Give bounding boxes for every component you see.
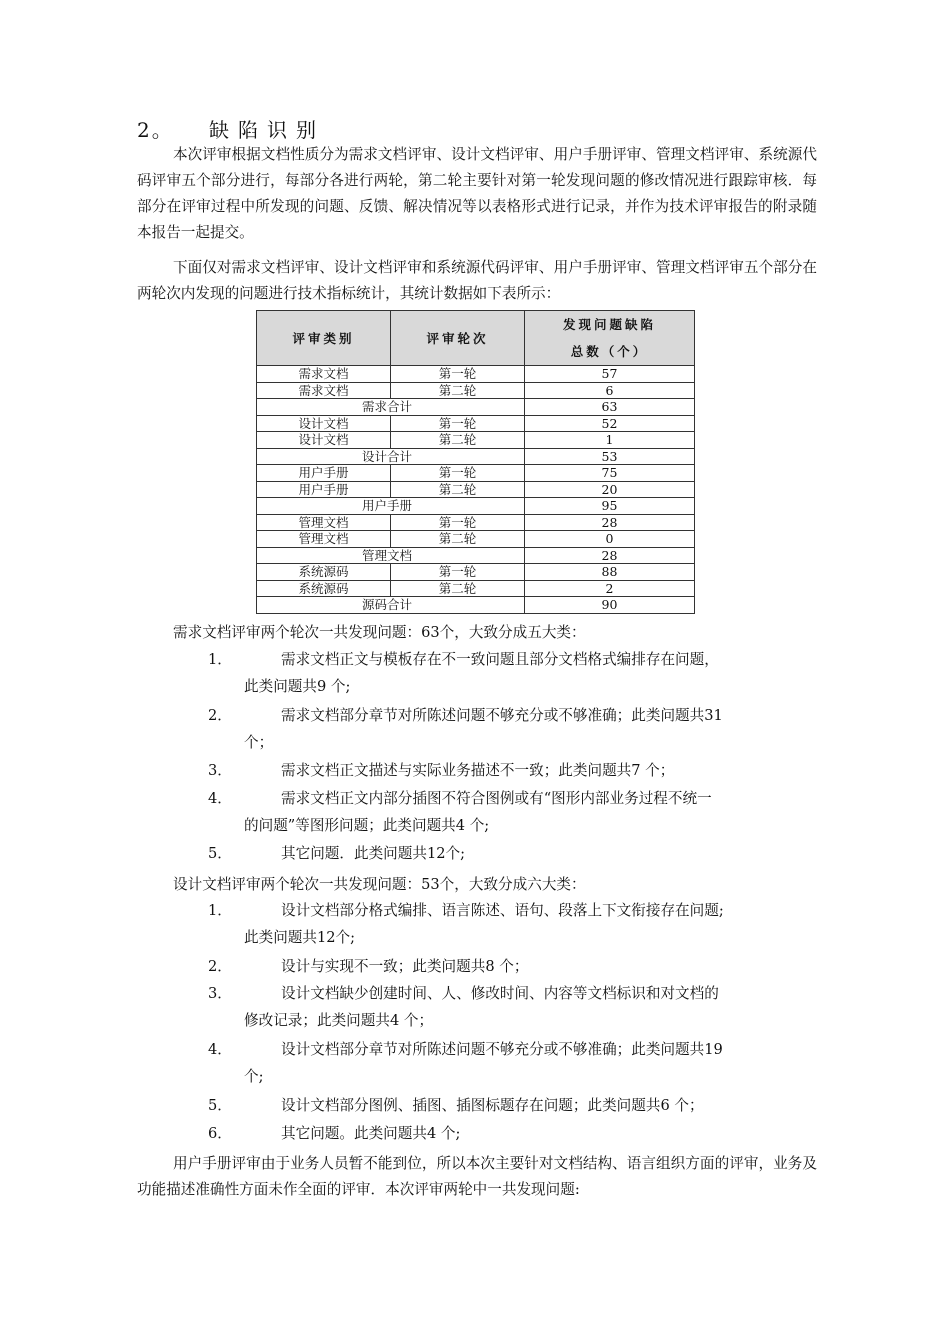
header-count-line1: 发现问题缺陷 xyxy=(562,317,656,332)
cell-category: 需求文档 xyxy=(257,366,391,383)
cell-count: 88 xyxy=(525,564,695,581)
subtotal-label: 需求合计 xyxy=(257,399,525,416)
design-summary: 设计文档评审两个轮次一共发现问题：53个，大致分成六大类： xyxy=(173,876,586,893)
table-row xyxy=(257,415,695,432)
header-count xyxy=(525,311,695,366)
cell-count: 28 xyxy=(525,514,695,531)
cell-count: 63 xyxy=(525,399,695,416)
table-row xyxy=(257,531,695,548)
table-header-row xyxy=(257,311,695,366)
table-row xyxy=(257,580,695,597)
cell-category: 用户手册 xyxy=(257,465,391,482)
cell-round: 第二轮 xyxy=(391,382,525,399)
defect-statistics-table xyxy=(256,310,695,614)
list-item xyxy=(208,646,818,700)
table-row xyxy=(257,448,695,465)
cell-count: 0 xyxy=(525,531,695,548)
list-item-text-continued: 此类问题共12个; xyxy=(244,929,356,946)
list-item xyxy=(208,785,818,839)
intro-paragraph: 本次评审根据文档性质分为需求文档评审、设计文档评审、用户手册评审、管理文档评审、系统源代码评审五个部分进行，每部分各进行两轮，第二轮主要针对第一轮发现问题的修改情况进行跟踪审核．每部分在评审过程中所发现的问题、反馈、解决情况等以表格形式进行记录，并作为技术评审报告的附录随本报告一起提交。 xyxy=(137,146,817,241)
list-item xyxy=(208,1120,818,1147)
section-heading xyxy=(137,114,325,143)
cell-count: 20 xyxy=(525,481,695,498)
cell-category: 用户手册 xyxy=(257,481,391,498)
subtotal-label: 管理文档 xyxy=(257,547,525,564)
subtotal-label: 用户手册 xyxy=(257,498,525,515)
table-row xyxy=(257,514,695,531)
cell-count: 28 xyxy=(525,547,695,564)
cell-category: 设计文档 xyxy=(257,432,391,449)
cell-count: 2 xyxy=(525,580,695,597)
list-item-number: 4． xyxy=(208,1041,232,1058)
list-item-number: 3． xyxy=(208,762,232,779)
cell-count: 95 xyxy=(525,498,695,515)
cell-round: 第一轮 xyxy=(391,366,525,383)
cell-round: 第二轮 xyxy=(391,580,525,597)
list-item-text-continued: 个； xyxy=(244,734,274,751)
list-item xyxy=(208,1036,818,1090)
list-item-text: 设计文档缺少创建时间、人、修改时间、内容等文档标识和对文档的 xyxy=(281,985,719,1002)
list-item-text: 需求文档正文与模板存在不一致问题且部分文档格式编排存在问题， xyxy=(281,651,719,668)
cell-round: 第二轮 xyxy=(391,432,525,449)
table-row xyxy=(257,366,695,383)
list-item-text: 需求文档正文内部分插图不符合图例或有“图形内部业务过程不统一 xyxy=(281,790,712,807)
list-item xyxy=(208,702,818,756)
cell-count: 57 xyxy=(525,366,695,383)
section-number: 2。 xyxy=(137,118,174,142)
list-item-number: 5． xyxy=(208,1097,232,1114)
table-row xyxy=(257,432,695,449)
list-item-text: 其它问题。此类问题共4 个; xyxy=(281,1125,461,1142)
list-item-text: 需求文档部分章节对所陈述问题不够充分或不够准确；此类问题共31 xyxy=(281,707,723,724)
header-count-line2: 总数（个） xyxy=(570,344,649,359)
cell-round: 第一轮 xyxy=(391,465,525,482)
table-row xyxy=(257,465,695,482)
cell-count: 52 xyxy=(525,415,695,432)
subtotal-label: 源码合计 xyxy=(257,597,525,614)
list-item-text-continued: 此类问题共9 个; xyxy=(244,678,351,695)
list-item-number: 6． xyxy=(208,1125,232,1142)
list-item-number: 5． xyxy=(208,845,232,862)
list-item-number: 2． xyxy=(208,707,232,724)
list-item-text: 设计与实现不一致；此类问题共8 个； xyxy=(281,958,529,975)
table-row xyxy=(257,597,695,614)
cell-round: 第二轮 xyxy=(391,531,525,548)
table-row xyxy=(257,564,695,581)
list-item xyxy=(208,980,818,1034)
cell-category: 系统源码 xyxy=(257,580,391,597)
list-item xyxy=(208,757,818,784)
list-item-text-continued: 个; xyxy=(244,1068,264,1085)
list-item-text: 设计文档部分格式编排、语言陈述、语句、段落上下文衔接存在问题; xyxy=(281,902,724,919)
cell-category: 管理文档 xyxy=(257,531,391,548)
list-item-text: 需求文档正文描述与实际业务描述不一致；此类问题共7 个； xyxy=(281,762,675,779)
list-item xyxy=(208,1092,818,1119)
stats-paragraph: 下面仅对需求文档评审、设计文档评审和系统源代码评审、用户手册评审、管理文档评审五个部分在两轮次内发现的问题进行技术指标统计，其统计数据如下表所示： xyxy=(137,259,817,302)
list-item xyxy=(208,840,818,867)
cell-count: 1 xyxy=(525,432,695,449)
table-row xyxy=(257,547,695,564)
cell-count: 90 xyxy=(525,597,695,614)
cell-count: 53 xyxy=(525,448,695,465)
list-item-number: 2． xyxy=(208,958,232,975)
cell-category: 系统源码 xyxy=(257,564,391,581)
list-item xyxy=(208,897,818,951)
table-row xyxy=(257,382,695,399)
manual-paragraph: 用户手册评审由于业务人员暂不能到位，所以本次主要针对文档结构、语言组织方面的评审，业务及功能描述准确性方面未作全面的评审．本次评审两轮中一共发现问题: xyxy=(137,1155,817,1198)
list-item-number: 3． xyxy=(208,985,232,1002)
list-item-number: 4． xyxy=(208,790,232,807)
cell-round: 第一轮 xyxy=(391,415,525,432)
list-item-number: 1． xyxy=(208,902,232,919)
list-item-text: 其它问题．此类问题共12个; xyxy=(281,845,466,862)
req-summary: 需求文档评审两个轮次一共发现问题：63个，大致分成五大类： xyxy=(173,624,586,641)
cell-category: 管理文档 xyxy=(257,514,391,531)
header-round: 评审轮次 xyxy=(391,311,525,366)
cell-category: 需求文档 xyxy=(257,382,391,399)
cell-round: 第二轮 xyxy=(391,481,525,498)
cell-count: 6 xyxy=(525,382,695,399)
cell-category: 设计文档 xyxy=(257,415,391,432)
cell-round: 第一轮 xyxy=(391,564,525,581)
table-row xyxy=(257,481,695,498)
cell-count: 75 xyxy=(525,465,695,482)
table-row xyxy=(257,498,695,515)
list-item-text-continued: 修改记录；此类问题共4 个； xyxy=(244,1012,434,1029)
subtotal-label: 设计合计 xyxy=(257,448,525,465)
table-row xyxy=(257,399,695,416)
list-item xyxy=(208,953,818,980)
table-body xyxy=(257,366,695,614)
list-item-number: 1． xyxy=(208,651,232,668)
header-category: 评审类别 xyxy=(257,311,391,366)
section-title: 缺陷识别 xyxy=(209,118,325,142)
list-item-text-continued: 的问题”等图形问题；此类问题共4 个; xyxy=(244,817,490,834)
list-item-text: 设计文档部分章节对所陈述问题不够充分或不够准确；此类问题共19 xyxy=(281,1041,723,1058)
cell-round: 第一轮 xyxy=(391,514,525,531)
list-item-text: 设计文档部分图例、插图、插图标题存在问题；此类问题共6 个； xyxy=(281,1097,704,1114)
